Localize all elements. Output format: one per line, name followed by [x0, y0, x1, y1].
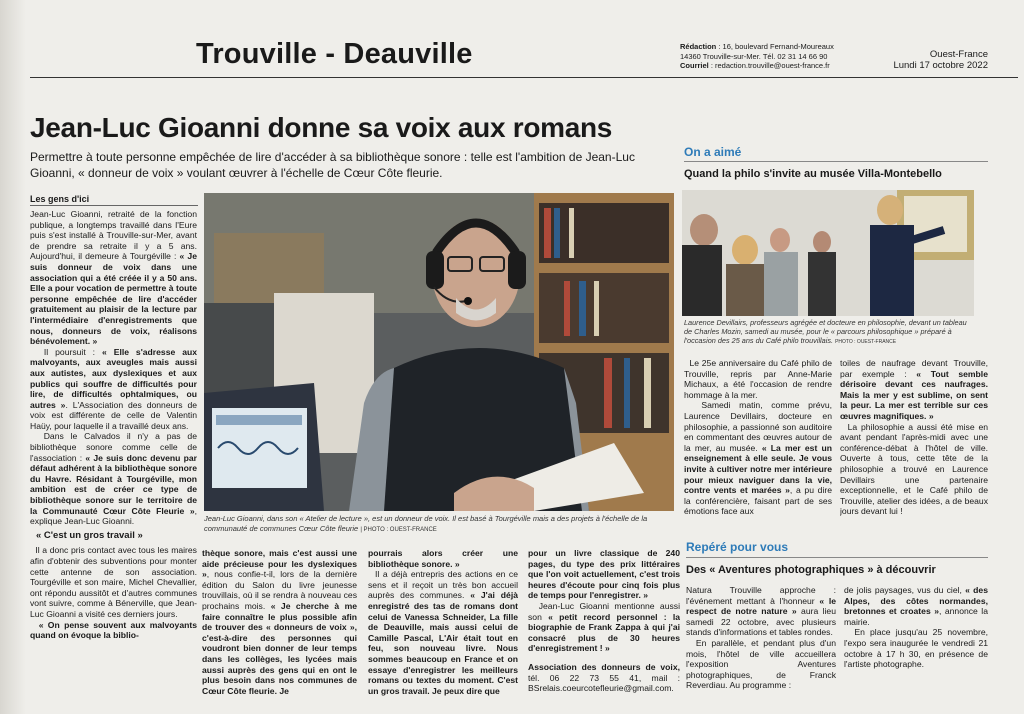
- sidebar-title: Quand la philo s'invite au musée Villa-Montebello: [684, 168, 942, 180]
- text: Jean-Luc Gioanni, retraité de la fonction publique, a longtemps travaillé dans l'Eure puis s'est installé à Trouville-sur-Mer, avant de prendre sa retraite il y a 5 ans. Aujourd'hui, il demeure à Tourgéville :: [30, 209, 197, 262]
- text: Jean-Luc Gioanni mentionne aussi son: [528, 600, 680, 622]
- text: . L'Association des donneurs de voix est différente de celle de Valentin Haüy, pour laquelle il a travaillé deux ans.: [30, 399, 197, 431]
- caption-text: Jean-Luc Gioanni, dans son « Atelier de lecture », est un donneur de voix. Il est basé à Tourgéville mais a des projets à l'échelle de la communauté de communes Cœur Côte fleurie: [204, 514, 648, 533]
- paragraph: [368, 548, 518, 569]
- quote: « petit record personnel : la biographie de Frank Zappa à qui j'ai consacré plus de 30 heures d'enregistrement ! »: [528, 611, 680, 654]
- quote: « Je suis donneur de voix dans une association qui a été créée il y a 50 ans. Elle a pour vocation de permettre à toute personne empêchée de lire d'accéder gratuitement au plaisir de la lecture par l'intermédiaire d'enregistrements que nous, donneurs de voix, réalisons bénévolement. »: [30, 251, 197, 347]
- courriel-value: : redaction.trouville@ouest-france.fr: [708, 61, 830, 70]
- section-title: Trouville - Deauville: [196, 38, 473, 70]
- text: aura lieu samedi 22 octobre, avec plusieurs stands d'informations et tables rondes.: [686, 606, 836, 638]
- photo-credit: PHOTO : OUEST-FRANCE: [835, 339, 897, 346]
- contact-details: tél. 06 22 73 55 41, mail : BSrelais.coeurcotefleurie@gmail.com.: [528, 672, 680, 694]
- text: Dans le Calvados il n'y a pas de bibliothèque sonore comme celle de l'association :: [30, 431, 197, 463]
- sidebar-label-on-a-aime: On a aimé: [684, 145, 742, 159]
- quote: pour un livre classique de 240 pages, du type des prix littéraires que l'on voit actuellement, c'est trois heures d'écoute pour cinq fois plus de temps pour l'enregistrer. »: [528, 548, 680, 601]
- sidebar2-column-2: [844, 585, 988, 705]
- quote: « Je suis donc devenu par défaut adhérent à la bibliothèque sonore du Havre. Résidant à Tourgéville, mon ambition est de créer ce type de bibliothèque sonore sur le territoire de la Communauté Cœur Côte Fleurie »: [30, 452, 197, 516]
- article-column-4: [528, 548, 680, 714]
- quote: « Tout semble dérisoire devant ces naufrages. Mais la mer y est sublime, on sent la peur. La mer est terrible sur ces œuvres magnifiques. »: [840, 368, 988, 421]
- article-photo: [204, 193, 674, 511]
- sidebar2-column-1: [686, 585, 836, 705]
- quote: thèque sonore, mais c'est aussi une aide précieuse pour les dyslexiques »: [202, 548, 357, 580]
- kicker-rule: [30, 205, 198, 206]
- paragraph: [528, 601, 680, 654]
- paper-date: Lundi 17 octobre 2022: [893, 60, 988, 71]
- sidebar-title: Des « Aventures photographiques » à découvrir: [686, 564, 936, 576]
- redaction-info: [680, 42, 834, 71]
- recording-studio-illustration: [204, 193, 674, 511]
- redaction-city: 14360 Trouville-sur-Mer. Tél. 02 31 14 66 90: [680, 51, 828, 61]
- museum-visit-illustration: [682, 190, 974, 316]
- text: En place jusqu'au 25 novembre, l'expo sera inaugurée le vendredi 21 octobre à 17 h 30, en présence de l'artiste photographe.: [844, 627, 988, 670]
- sidebar-photo-caption: [684, 318, 976, 348]
- paragraph: [30, 431, 197, 526]
- text: En parallèle, et pendant plus d'un mois, l'hôtel de ville accueillera l'exposition Aventures photographiques, de Franck Reverdiau. Au programme :: [686, 637, 836, 691]
- paragraph: [30, 545, 197, 619]
- paragraph: [684, 358, 832, 400]
- text: Il a déjà entrepris des actions en ce sens et il reçoit un très bon accueil auprès des communes.: [368, 569, 518, 601]
- paragraph: [368, 569, 518, 696]
- article-standfirst: Permettre à toute personne empêchée de lire d'accéder à sa bibliothèque sonore : telle est l'ambition de Jean-Luc Gioanni, « donneur de voix » voulant œuvrer à l'échelle de Cœur Côte fleurie.: [30, 150, 635, 180]
- sidebar1-column-2: [840, 358, 988, 530]
- text: Il a donc pris contact avec tous les maires afin d'obtenir des subventions pour monter cette antenne de son association. Tourgéville et son maire, Michel Chevallier, ont répondu aussitôt et d'autres communes vont suivre, comme à Bénerville, que Jean-Luc Gioanni a visité ces derniers jours.: [30, 545, 197, 619]
- photo-credit: | PHOTO : OUEST-FRANCE: [360, 526, 437, 533]
- article-column-1: [30, 209, 197, 714]
- paragraph: [840, 422, 988, 517]
- text: Le 25e anniversaire du Café philo de Trouville, repris par Anne-Marie Michaux, a été l'occasion de rendre hommage à la mer.: [684, 358, 832, 400]
- sidebar-rule: [686, 557, 988, 558]
- quote: « des Alpes, des côtes normandes, bretonnes et croates »: [844, 585, 988, 617]
- quote: « le respect de notre nature »: [686, 595, 836, 617]
- quote: « Elle s'adresse aux malvoyants, aux aveugles mais aussi aux autistes, aux dyslexiques et aux publics qui souffre de difficultés pour lire, de difficultés ophtalmiques, ou autres »: [30, 346, 197, 410]
- text: , a pu dire la conférencière, faisant part de ses émotions face aux: [684, 485, 832, 517]
- paragraph: [30, 209, 197, 347]
- contact-name: Association des donneurs de voix,: [528, 661, 680, 672]
- quote: « La mer est un enseignement à elle seule. Je vous invite à cultiver notre mer intérieure pour mieux naviguer dans la vie, contre vents et marées »: [684, 442, 832, 496]
- paper-info: [890, 49, 988, 71]
- paragraph: [30, 347, 197, 432]
- text: , nous confie-t-il, lors de la dernière édition du Salon du livre jeunesse trouvillais, où il se rendra à nouveau ces prochains mois.: [202, 569, 357, 611]
- paragraph: [30, 620, 197, 641]
- paragraph: [202, 548, 357, 696]
- sidebar-label-repere-pour-vous: Repéré pour vous: [686, 540, 789, 554]
- sidebar-photo: [682, 190, 974, 316]
- quote: « Je cherche à me faire connaître le plus possible afin de trouver des « donneurs de voix », c'est-à-dire des personnes qui voudront bien donner de leur temps dans les collèges, les lycées mais aussi auprès des gens qui en ont le plus besoin dans nos communes de Cœur Côte fleurie. Je: [202, 600, 357, 696]
- header-rule: [30, 77, 1018, 78]
- paragraph: [844, 627, 988, 669]
- paragraph: [528, 548, 680, 601]
- text: Il poursuit :: [43, 346, 102, 357]
- courriel-label: Courriel: [680, 61, 709, 70]
- page-fold-shadow: [0, 0, 26, 714]
- article-subhead: « C'est un gros travail »: [36, 529, 143, 541]
- sidebar1-column-1: [684, 358, 832, 530]
- caption-text: Laurence Devillairs, professeurs agrégée et docteure en philosophie, devant un tableau de Charles Mozin, samedi au musée, pour le « parcours philosophique » préparé à l'occasion des 25 ans du Café philo trouvillais.: [684, 318, 967, 346]
- photo-caption: [204, 514, 674, 535]
- redaction-label: Rédaction: [680, 42, 717, 51]
- sidebar-rule: [684, 161, 988, 162]
- article-column-2: [202, 548, 357, 714]
- paragraph: [686, 585, 836, 638]
- paragraph: [528, 662, 680, 694]
- paragraph: [840, 358, 988, 422]
- paragraph: [844, 585, 988, 627]
- text: La philosophie a aussi été mise en avant pendant l'après-midi avec une conférence-débat à l'hôtel de ville. Ouverte à tous, cette tête de la philosophie a trouvé en Laurence Devillairs une partenaire exceptionnelle, et le Café philo de Trouville, atelier des idées, a de beaux jours devant lui !: [840, 421, 988, 517]
- quote: « J'ai déjà enregistré des tas de romans dont celui de Vanessa Schneider, La fille de Deauville, mais aussi celui de Camille Pascal, L'Air était tout en feu, son nouveau livre. Nous sommes beaucoup en France et on essaye d'enregistrer les meilleurs romans ou textes du moment. C'est un gros travail. Je peux dire que: [368, 590, 518, 696]
- article-kicker: Les gens d'ici: [30, 194, 90, 204]
- text: , explique Jean-Luc Gioanni.: [30, 505, 197, 527]
- quote: « On pense souvent aux malvoyants quand on évoque la biblio-: [30, 619, 197, 641]
- paragraph: [686, 638, 836, 691]
- article-column-3: [368, 548, 518, 714]
- paragraph: [684, 400, 832, 517]
- redaction-address: : 16, boulevard Fernand-Moureaux: [716, 42, 834, 51]
- text: , annonce la mairie.: [844, 606, 988, 627]
- article-headline: Jean-Luc Gioanni donne sa voix aux romans: [30, 112, 613, 143]
- paper-name: Ouest-France: [929, 49, 988, 60]
- text: de jolis paysages, vus du ciel,: [844, 585, 966, 595]
- text: Samedi matin, comme prévu, Laurence Devillairs, docteure en philosophie, a passionné son auditoire en commentant des œuvres autour de la mer, au musée.: [684, 400, 832, 453]
- text: toiles de naufrage devant Trouville, par exemple :: [840, 358, 988, 379]
- quote: pourrais alors créer une bibliothèque sonore. »: [368, 548, 518, 569]
- text: Natura Trouville approche : l'événement mettant à l'honneur: [686, 585, 836, 606]
